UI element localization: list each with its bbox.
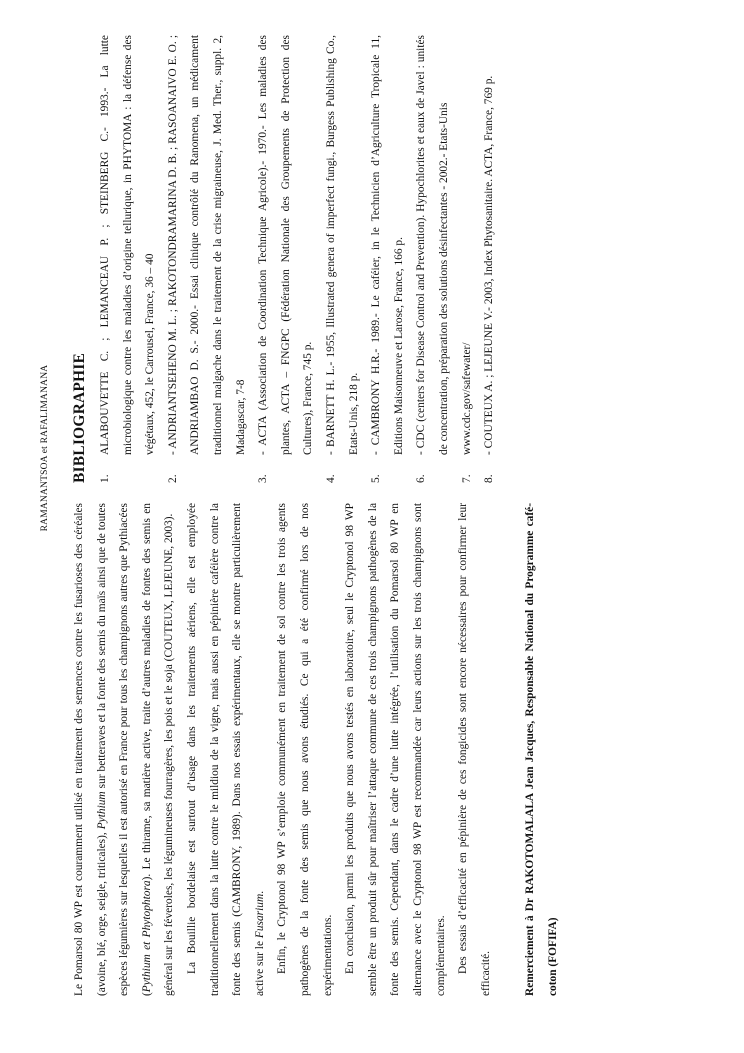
paragraph-conclusion: En conclusion, parmi les produits que nous avons testés en laboratoire, seul le Cryptonol 98 WP semble être un produit sûr pour maîtriser l’attaque commune de ces trois champignons pathogènes de la fonte des semis. Cependant, dans le cadre d’une lutte intégrée, l’utilisation du Pomarsol 80 WP en alternance avec le Cryptonol 98 WP est recommandée car leurs actions sur les trois champignons sont complémentaires. — [344, 503, 447, 996]
bibliography-item — [478, 35, 501, 483]
bibliography-item-text: - BARNETT H. L.- 1955, Illustrated genera of imperfect fungi., Burgess Publishing Co., Etats-Unis, 218 p. — [324, 35, 360, 455]
paragraph-cryptonol: Enfin, le Cryptonol 98 WP s’emploie communément en traitement de sol contre les trois agents pathogènes de la fonte des semis que nous avons étudiés. Ce qui a été confirmé lors de nos expérimentations. — [276, 503, 334, 996]
left-column — [68, 503, 564, 996]
bibliography-item-number: 4. — [324, 474, 337, 483]
acknowledgement: Remerciement à Dr RAKOTOMALALA Jean Jacques, Responsable National du Programme café-coton (FOFIFA) — [524, 503, 559, 996]
bibliography-item-text: - CAMBRONY H.R.- 1989.- Le caféier, in le Technicien d’Agriculture Tropicale 11, Editions Maisonneuve et Larose, France, 166 p. — [370, 35, 405, 455]
bibliography-item-text: ALABOUVETTE C. ; LEMANCEAU P. ; STEINBERG C.- 1993.- La lutte microbiologique contre les maladies d’origine tellurique, in PHYTOMA : la défense des végétaux, 452, le Carrousel, France, 36 – 40 — [99, 35, 157, 455]
paragraph-essais: Des essais d’efficacité en pépinière de ces fongicides sont encore nécessaires pour confirmer leur efficacité. — [457, 503, 492, 996]
bibliography-item-number: 5. — [370, 474, 383, 483]
bibliography-item-number: 1. — [99, 474, 111, 483]
bibliography-item — [252, 35, 320, 483]
bibliography-item-number: 3. — [257, 474, 270, 483]
paragraph-bouillie-bordelaise: La Bouillie bordelaise est surtout d’usage dans les traitements aériens, elle est employée traditionnellement dans la lutte contre le mildiou de la vigne, mais aussi en pépinière caféière contre la fonte des semis (CAMBRONY, 1989). Dans nos essais expérimentaux, elle se montre particulièrement active sur le Fusarium. — [185, 503, 266, 996]
bibliography-column — [68, 35, 501, 483]
bibliography-item-text: - ACTA (Association de Coordination Technique Agricole).- 1970.- Les maladies des plantes, ACTA – FNGPC (Fédération Nationale des Groupements de Protection des Cultures), France, 745 p. — [257, 35, 315, 455]
bibliography-item — [162, 35, 252, 483]
bibliography-item-text: - ANDRIANTSEHENO M. L. ; RAKOTONDRAMARINA D. B. ; RASOANAIVO E. O. ; ANDRIAMBAO D. S.- 2000.- Essai clinique contrôlé du Ranomena, un médicament traditionnel malgache dans le traitement de la crise migraineuse, J. Med. Ther., suppl. 2, Madagascar, 7-8 — [166, 35, 247, 455]
bibliography-item-number: 7. — [460, 474, 473, 483]
bibliography-item-number: 6. — [415, 474, 428, 483]
bibliography-list — [94, 35, 501, 483]
bibliography-item-link[interactable]: www.cdc.gov/safewater/ — [460, 342, 473, 455]
bibliography-item — [320, 35, 365, 483]
bibliography-item — [456, 35, 479, 483]
bibliography-item-number: 2. — [166, 474, 179, 483]
bibliography-item — [410, 35, 455, 483]
bibliography-title: BIBLIOGRAPHIE — [71, 352, 88, 483]
paragraph-pomarsol: Le Pomarsol 80 WP est couramment utilisé en traitement des semences contre les fusarioses des céréales (avoine, blé, orge, seigle, triticales), Pythium sur betteraves et la fonte des semis du maïs ainsi que de toutes espèces légumières sur lesquelles il est autorisé en France pour tous les champignons autres que Pythiacées (Pythium et Phytophtora). Le thirame, sa matière active, traite d’autres maladies de fontes des semis en général sur les féveroles, les légumineuses fourragères, les pois et le soja (COUTEUX, LEJEUNE, 2003). — [73, 502, 176, 996]
bibliography-item-number: 8. — [483, 474, 496, 483]
running-head: RAMANANTSOA et RAFALIMANANA — [40, 364, 50, 532]
bibliography-item-text: - COUTEUX A. ; LEJEUNE V.- 2003, Index Phytosanitaire. ACTA, France, 769 p. — [483, 75, 496, 455]
bibliography-item — [365, 35, 410, 483]
bibliography-item-text: - CDC (centers for Disease Control and Prevention). Hypochlorites et eaux de Javel : unités de concentration, préparation des solutions désinfectantes - 2002.- Etats-Unis — [415, 35, 450, 455]
bibliography-item — [94, 35, 162, 483]
